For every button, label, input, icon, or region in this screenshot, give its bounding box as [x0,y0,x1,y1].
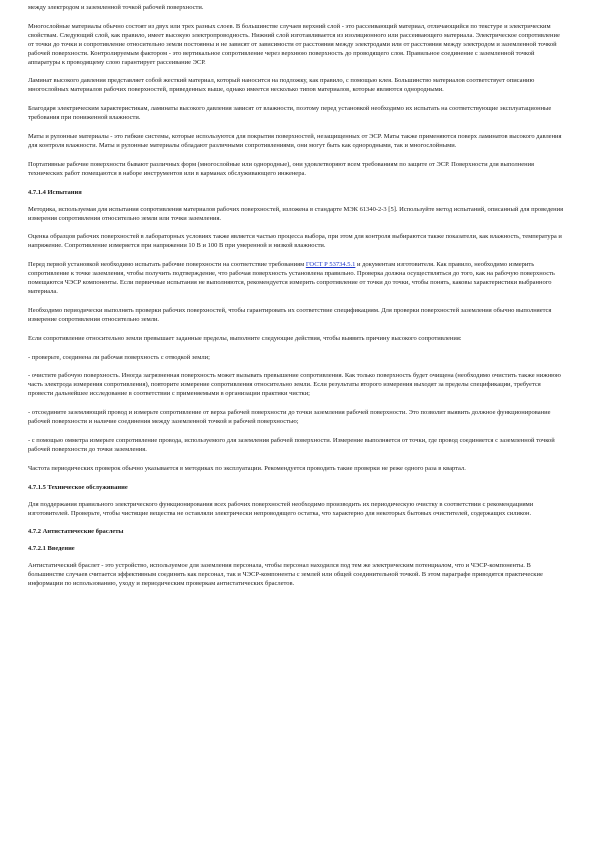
paragraph [28,261,567,297]
paragraph: - с помощью омметра измерьте сопротивление провода, используемого для заземления рабочей поверхности. Измерение выполняется от точки, где провод соединяется с заземленной точкой рабочей поверхности до точки заземления. [28,437,555,453]
document-body [28,4,567,589]
paragraph-text: Перед первой установкой необходимо испытать рабочие поверхности на соответствие требованиям [28,261,306,269]
paragraph: Маты и рулонные материалы - это гибкие системы, которые используются для покрытия поверхностей, незащищенных от ЭСР. Маты также применяются поверх ламинатов высокого давления для контроля влажности. Маты и рулонные материалы обладают различными сопротивлениями, они могут быть как однородными, так и многослойными. [28,133,562,149]
paragraph: Оценка образцов рабочих поверхностей в лабораторных условиях также является частью процесса выбора, при этом для контроля выбираются также показатели, как влажность, температура и напряжение. Сопротивление измеряется при напряжении 10 В и 100 В при умеренной и низкой влажности. [28,233,562,250]
paragraph-text: и документам изготовителя. Как правило, необходимо измерить сопротивление к точке заземления, чтобы получить подтверждение, что рабочая поверхность установлена правильно. Проверка должна осуществляться до того, как на рабочую поверхность помещаются ЧЭСР компоненты. Если первичные испытания не выполняются, рекомендуется измерить сопротивление от точки до точки, чтобы понять, каковы характеристики выбранного материала. [28,261,555,295]
paragraph: Благодаря электрическим характеристикам, ламинаты высокого давления зависят от влажности, поэтому перед установкой необходимо их испытать на соответствующие эксплуатационные требования при пониженной влажности. [28,105,552,122]
paragraph: Антистатический браслет - это устройство, используемое для заземления персонала, чтобы персонал находился под тем же электрическим потенциалом, что и ЧЭСР-компоненты. В большинстве случаев считается эффективным соединять как персонал, так и ЧЭСР-компоненты с землей или общей соединительной точкой. В этом параграфе приводятся практические информации по использованию, уходу и периодическим проверкам антистатических браслетов. [28,562,543,588]
paragraph: Для поддержания правильного электрического функционирования всех рабочих поверхностей необходимо производить их периодическую очистку в соответствии с рекомендациями изготовителей. Проверьте, чтобы чистящие вещества не оставляли электрически непроводящего остатка, что характерно для некоторых бытовых очистителей, содержащих силикон. [28,500,534,517]
paragraph: Частота периодических проверок обычно указывается в методиках по эксплуатации. Рекомендуется проводить такие проверки не реже одного раза в квартал. [28,464,466,472]
paragraph: Ламинат высокого давления представляет собой жесткий материал, который наносится на подложку, как правило, с помощью клея. Большинство материалов соответствует описанию многослойных материалов рабочих поверхностей, приведенных выше, однако имеется несколько типов материалов, которые являются однородными. [28,77,535,94]
section-heading: 4.7.1.4 Испытания [28,188,82,196]
paragraph: - отсоедините заземляющий провод и измерьте сопротивление от верха рабочей поверхности до точки заземления рабочей поверхности. Это позволит выявить должное функционирование рабочей поверхности и наличие соединения между заземленной точкой и рабочей поверхностью; [28,409,551,426]
paragraph: Методика, используемая для испытания сопротивления материалов рабочих поверхностей, изложена в стандарте МЭК 61340-2-3 [5]. Используйте метод испытаний, описанный для проведения измерения сопротивления относительно земли или точки заземления. [28,205,564,222]
paragraph: Если сопротивление относительно земли превышает заданные пределы, выполните следующие действия, чтобы выявить причину высокого сопротивления: [28,334,462,342]
standard-reference-link[interactable]: ГОСТ Р 53734.5.1 [305,261,356,269]
paragraph: - очистите рабочую поверхность. Иногда загрязненная поверхность может вызывать превышение сопротивления. Как только поверхность будет очищена (необходимо очистить также нижнюю часть электрода измерения сопротивления), повторите измерение сопротивления относительно земли. Если результаты второго измерения выходят за пределы спецификации, требуется провести дальнейшее исследование в соответствии с применяемыми в организации практики чистки; [28,372,561,398]
section-heading: 4.7.2.1 Введение [28,545,75,553]
paragraph: - проверьте, соединена ли рабочая поверхность с отводкой земли; [28,353,210,361]
paragraph: Необходимо периодически выполнять проверки рабочих поверхностей, чтобы гарантировать их соответствие спецификациям. Для проверки поверхностей заземления обычно выполняется измерение сопротивления относительно земли. [28,306,552,323]
section-heading: 4.7.2 Антистатические браслеты [28,528,124,536]
paragraph: между электродом и заземленной точкой рабочей поверхности. [28,4,204,11]
paragraph: Портативные рабочие поверхности бывают различных форм (многослойные или однородные), они удовлетворяют всем требованиям по защите от ЭСР. Поверхности для выполнения технических работ помещаются в наборе инструментов или в карманах обслуживающего инженера. [28,160,535,177]
paragraph: Многослойные материалы обычно состоят из двух или трех разных слоев. В большинстве случаев верхний слой - это рассеивающий материал, отличающийся по текстуре и электрическим свойствам. Следующий слой, как правило, имеет высокую электропроводность. Нижний слой изготавливается из изоляционного или рассеивающего материала. Электрическое сопротивление от точки до точки и сопротивление относительно земли постоянны и не зависят от зависимости от расстояния между электродами или от расстояния между электродом и заземленной точкой рабочей поверхности. Контролируемым фактором - это вертикальное сопротивление через верхнюю поверхность до проводящего слоя. Правильное соединение с заземленной точкой аппаратуры к проводящему слою гарантирует рассеивание ЭСР. [28,22,560,66]
section-heading: 4.7.1.5 Техническое обслуживание [28,483,128,491]
